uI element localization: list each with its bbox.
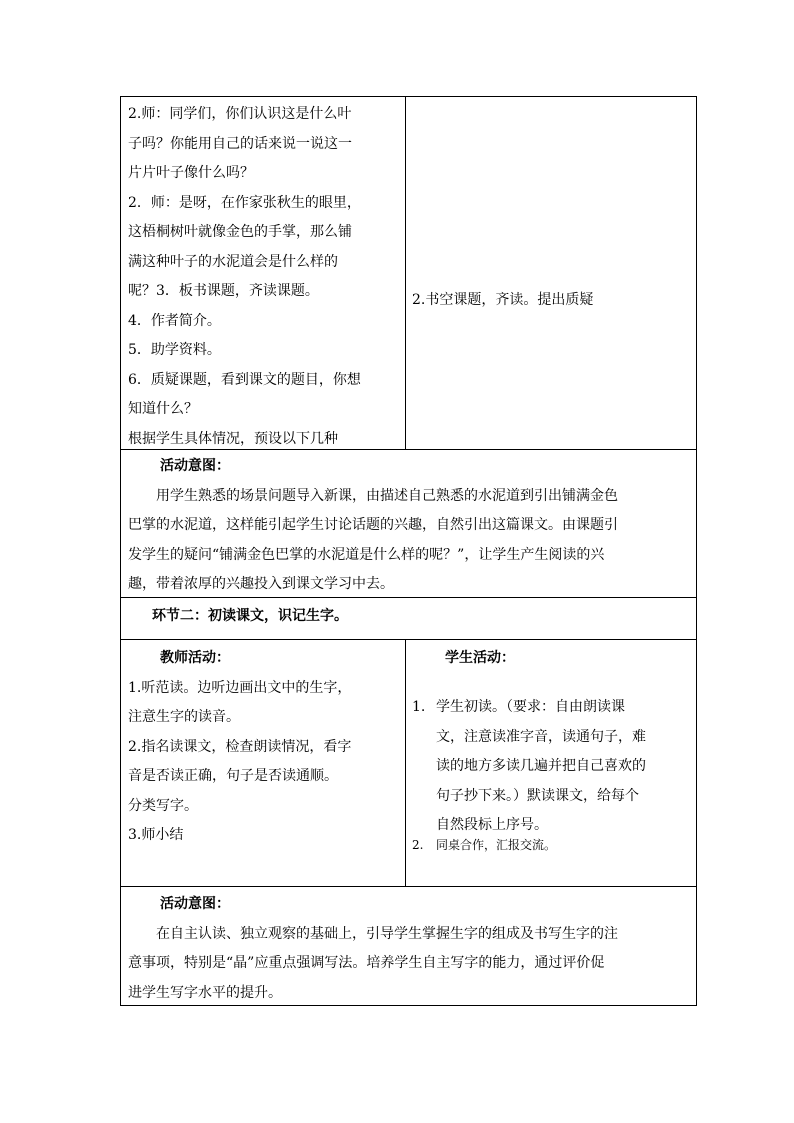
intent1-text [128, 452, 690, 600]
text-line: 1.听范读。边听边画出文中的生字， [128, 679, 352, 696]
intent1-title: 活动意图： [160, 458, 230, 474]
text-line: 自然段标上序号。 [436, 817, 548, 833]
text-line: 分类写字。 [128, 797, 198, 814]
text-line: 2.指名读课文，检查朗读情况，看字 [128, 738, 352, 755]
intent2-text [128, 890, 690, 1008]
text-line: 读的地方多读几遍并把自己喜欢的 [436, 758, 646, 774]
text-line: 满这种叶子的水泥道会是什么样的 [128, 253, 338, 270]
text-line: 巴掌的水泥道，这样能引起学生讨论话题的兴趣，自然引出这篇课文。由课题引 [128, 517, 618, 533]
teacher-activity-heading: 教师活动： [160, 650, 230, 666]
text-line: 文，注意读准字音，读通句子，难 [436, 728, 646, 745]
text-line: 根据学生具体情况，预设以下几种 [128, 430, 338, 447]
text-line: 意事项，特别是“晶”应重点强调写法。培养学生自主写字的能力，通过评价促 [128, 955, 605, 971]
text-line: 用学生熟悉的场景问题导入新课，由描述自己熟悉的水泥道到引出铺满金色 [156, 487, 618, 504]
student-activity-heading: 学生活动： [445, 650, 515, 666]
text-line: 学生初读。（要求：自由朗读课 [436, 699, 625, 715]
section1-teacher-text [128, 100, 402, 454]
text-line: 5．助学资料。 [128, 342, 221, 358]
text-line: 音是否读正确，句子是否读通顺。 [128, 768, 338, 784]
text-line: 2.师：同学们，你们认识这是什么叶 [128, 106, 352, 122]
text-line: 趣，带着浓厚的兴趣投入到课文学习中去。 [128, 576, 394, 592]
text-line: 句子抄下来。）默读课文，给每个 [436, 787, 639, 804]
student-item-number: 2. [412, 838, 424, 852]
text-line: 片片叶子像什么吗？ [128, 165, 254, 181]
text-line: 知道什么？ [128, 401, 198, 417]
student-item-1 [436, 693, 694, 841]
student-item-2: 同桌合作，汇报交流。 [436, 838, 557, 852]
text-line: 呢？3．板书课题，齐读课题。 [128, 283, 319, 299]
text-line: 子吗？你能用自己的话来说一说这一 [128, 135, 352, 152]
text-line: 6．质疑课题，看到课文的题目，你想 [128, 371, 361, 388]
text-line: 这梧桐树叶就像金色的手掌，那么铺 [128, 224, 352, 240]
text-line: 2．师：是呀，在作家张秋生的眼里， [128, 194, 361, 211]
text-line: 发学生的疑问“铺满金色巴掌的水泥道是什么样的呢？”，让学生产生阅读的兴 [128, 546, 605, 563]
lesson-plan-table [120, 96, 697, 1006]
section2-teacher-text [128, 644, 402, 851]
text-line: 2.书空课题，齐读。提出质疑 [412, 292, 594, 308]
text-line: 进学生写字水平的提升。 [128, 984, 282, 1001]
text-line: 注意生字的读音。 [128, 709, 240, 725]
student-item-number: 1. [412, 699, 426, 715]
text-line: 4．作者简介。 [128, 312, 221, 329]
section1-right-cell [405, 96, 697, 450]
intent2-title: 活动意图： [160, 896, 230, 912]
text-line: 在自主认读、独立观察的基础上，引导学生掌握生字的组成及书写生字的注 [156, 925, 618, 942]
stage2-title: 环节二：初读课文，识记生字。 [152, 608, 348, 624]
section1-student-text [412, 286, 692, 316]
text-line: 3.师小结 [128, 827, 184, 843]
